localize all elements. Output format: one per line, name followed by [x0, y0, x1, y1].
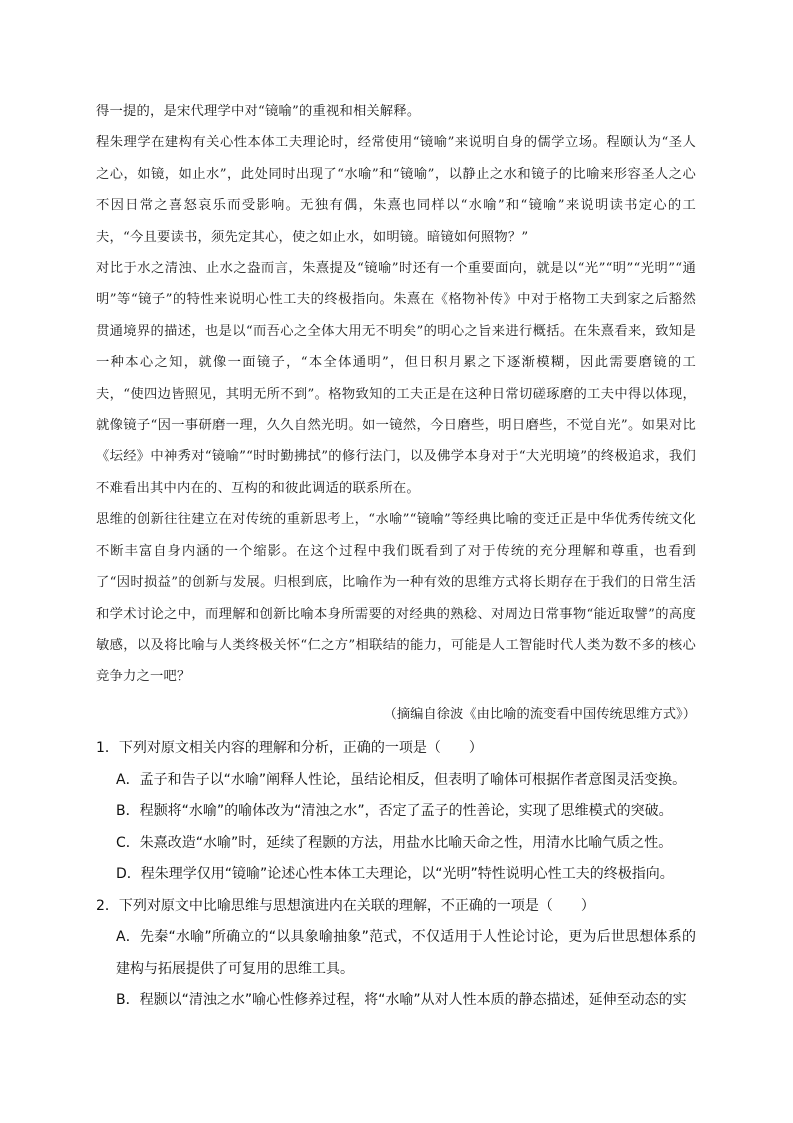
question-stem: 1．下列对原文相关内容的理解和分析，正确的一项是（ ）	[96, 740, 483, 756]
passage-paragraph: 对比于水之清浊、止水之盎而言，朱熹提及“镜喻”时还有一个重要面向，就是以“光”“明”“光明”“通明”等“镜子”的特性来说明心性工夫的终极指向。朱熹在《格物补传》中对于格物工夫到家之后豁然贯通境界的描述，也是以“而吾心之全体大用无不明矣”的明心之旨来进行概括。在朱熹看来，致知是一种本心之知，就像一面镜子，“本全体通明”，但日积月累之下逐渐模糊，因此需要磨镜的工夫，“使四边皆照见，其明无所不到”。格物致知的工夫正是在这种日常切磋琢磨的工夫中得以体现，就像镜子“因一事研磨一理，久久自然光明。如一镜然，今日磨些，明日磨些，不觉自光”。如果对比《坛经》中神秀对“镜喻”“时时勤拂拭”的修行法门，以及佛学本身对于“大光明境”的终极追求，我们不难看出其中内在的、互构的和彼此调适的联系所在。	[96, 261, 696, 496]
question-1	[96, 733, 696, 891]
passage-body	[96, 96, 696, 693]
passage-paragraph: 得一提的，是宋代理学中对“镜喻”的重视和相关解释。	[96, 104, 421, 119]
question-2	[96, 891, 696, 1017]
option-b: B．程颢以“清浊之水”喻心性修养过程，将“水喻”从对人性本质的静态描述，延伸至动态的实	[116, 992, 687, 1008]
passage-paragraph: 思维的创新往往建立在对传统的重新思考上，“水喻”“镜喻”等经典比喻的变迁正是中华优秀传统文化不断丰富自身内涵的一个缩影。在这个过程中我们既看到了对于传统的充分理解和尊重，也看到了“因时损益”的创新与发展。归根到底，比喻作为一种有效的思维方式将长期存在于我们的日常生活和学术讨论之中，而理解和创新比喻本身所需要的对经典的熟稔、对周边日常事物“能近取譬”的高度敏感，以及将比喻与人类终极关怀“仁之方”相联结的能力，可能是人工智能时代人类为数不多的核心竞争力之一吧？	[96, 512, 696, 685]
option-a: A．孟子和告子以“水喻”阐释人性论，虽结论相反，但表明了喻体可根据作者意图灵活变换。	[116, 771, 687, 788]
passage-paragraph: 程朱理学在建构有关心性本体工夫理论时，经常使用“镜喻”来说明自身的儒学立场。程颐认为“圣人之心，如镜，如止水”，此处同时出现了“水喻”和“镜喻”，以静止之水和镜子的比喻来形容圣人之心不因日常之喜怒哀乐而受影响。无独有偶，朱熹也同样以“水喻”和“镜喻”来说明读书定心的工夫，“今且要读书，须先定其心，使之如止水，如明镜。暗镜如何照物？”	[96, 135, 696, 245]
question-list	[96, 733, 696, 1017]
passage-source: （摘编自徐波《由比喻的流变看中国传统思维方式》）	[383, 707, 696, 722]
option-a: A．先秦“水喻”所确立的“以具象喻抽象”范式，不仅适用于人性论讨论，更为后世思想体系的建构与拓展提供了可复用的思维工具。	[116, 929, 696, 977]
option-c: C．朱熹改造“水喻”时，延续了程颢的方法，用盐水比喻天命之性，用清水比喻气质之性。	[116, 834, 673, 851]
option-d: D．程朱理学仅用“镜喻”论述心性本体工夫理论，以“光明”特性说明心性工夫的终极指向。	[116, 866, 674, 882]
question-stem: 2．下列对原文中比喻思维与思想演进内在关联的理解，不正确的一项是（ ）	[96, 897, 595, 914]
option-b: B．程颢将“水喻”的喻体改为“清浊之水”，否定了孟子的性善论，实现了思维模式的突破。	[116, 803, 673, 819]
